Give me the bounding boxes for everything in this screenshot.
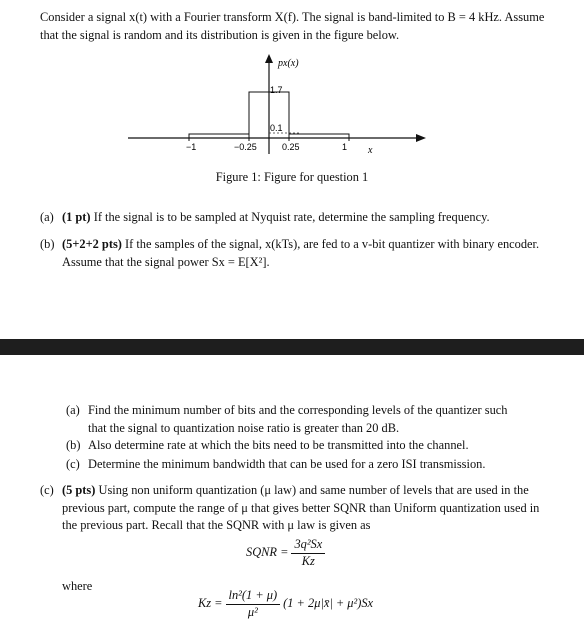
question-text: If the samples of the signal, x(kTs), are fed to a v-bit quantizer with binary encoder. Assume that the signal power Sx = E[X²]. [62, 237, 540, 269]
question-text: If the signal is to be sampled at Nyquist rate, determine the sampling frequency. [93, 210, 490, 224]
subquestion-text: Find the minimum number of bits and the corresponding levels of the quantizer such that the signal to quantization noise ratio is greater than 20 dB. [88, 403, 508, 435]
subquestion-label: (b) [66, 438, 81, 452]
y-axis-arrow [265, 54, 273, 63]
pdf-segment [189, 134, 249, 138]
equation-fraction [226, 588, 281, 620]
pdf-figure [128, 54, 428, 158]
pdf-segment [289, 134, 349, 138]
subquestion-b [66, 437, 524, 455]
where-label: where [62, 579, 93, 593]
question-points: (5 pts) [62, 483, 96, 497]
equation-lhs: SQNR = [246, 545, 289, 560]
question-points: (5+2+2 pts) [62, 237, 122, 251]
equation-rest: (1 + 2μ|x̄| + μ²)Sx [283, 596, 374, 611]
tick-label: −0.25 [234, 142, 257, 152]
question-label: (c) [40, 483, 54, 497]
fraction-numerator: ln²(1 + μ) [226, 588, 281, 605]
question-b [40, 236, 552, 271]
subquestion-label: (a) [66, 403, 80, 417]
x-axis-arrow [416, 134, 426, 142]
tick-label: −1 [186, 142, 197, 152]
fraction-numerator: 3q²Sx [291, 537, 325, 554]
fraction-denominator: μ² [247, 604, 258, 619]
question-c [40, 482, 552, 535]
question-a [40, 209, 552, 227]
subquestion-a [66, 402, 524, 437]
x-axis-label: x [368, 145, 373, 156]
tick-label: 0.25 [282, 142, 300, 152]
question-label: (a) [40, 210, 54, 224]
question-label: (b) [40, 237, 55, 251]
level-label-low: 0.1 [270, 123, 283, 133]
y-axis-label: px(x) [278, 58, 299, 69]
question-points: (1 pt) [62, 210, 91, 224]
equation-lhs: Kz = [198, 596, 223, 611]
intro-paragraph: Consider a signal x(t) with a Fourier transform X(f). The signal is band-limited to B = 4 kHz. Assume that the signal is random and its distribution is given in the figure below. [40, 10, 545, 42]
subquestion-c [66, 456, 524, 474]
subquestion-label: (c) [66, 457, 80, 471]
page-divider [0, 339, 584, 355]
subquestion-text: Determine the minimum bandwidth that can be used for a zero ISI transmission. [88, 457, 486, 471]
figure-caption: Figure 1: Figure for question 1 [215, 170, 369, 184]
level-label-high: 1.7 [270, 85, 283, 95]
fraction-denominator: Kz [301, 553, 315, 568]
kz-equation [198, 588, 373, 620]
sqnr-equation [246, 537, 328, 569]
equation-fraction [291, 537, 325, 569]
tick-label: 1 [342, 142, 348, 152]
subquestion-text: Also determine rate at which the bits need to be transmitted into the channel. [88, 438, 469, 452]
question-text: Using non uniform quantization (μ law) and same number of levels that are used in the previous part, compute the range of μ that gives better SQNR than Uniform quantization used in the previous part. Recall that the SQNR with μ law is given as [62, 483, 540, 533]
